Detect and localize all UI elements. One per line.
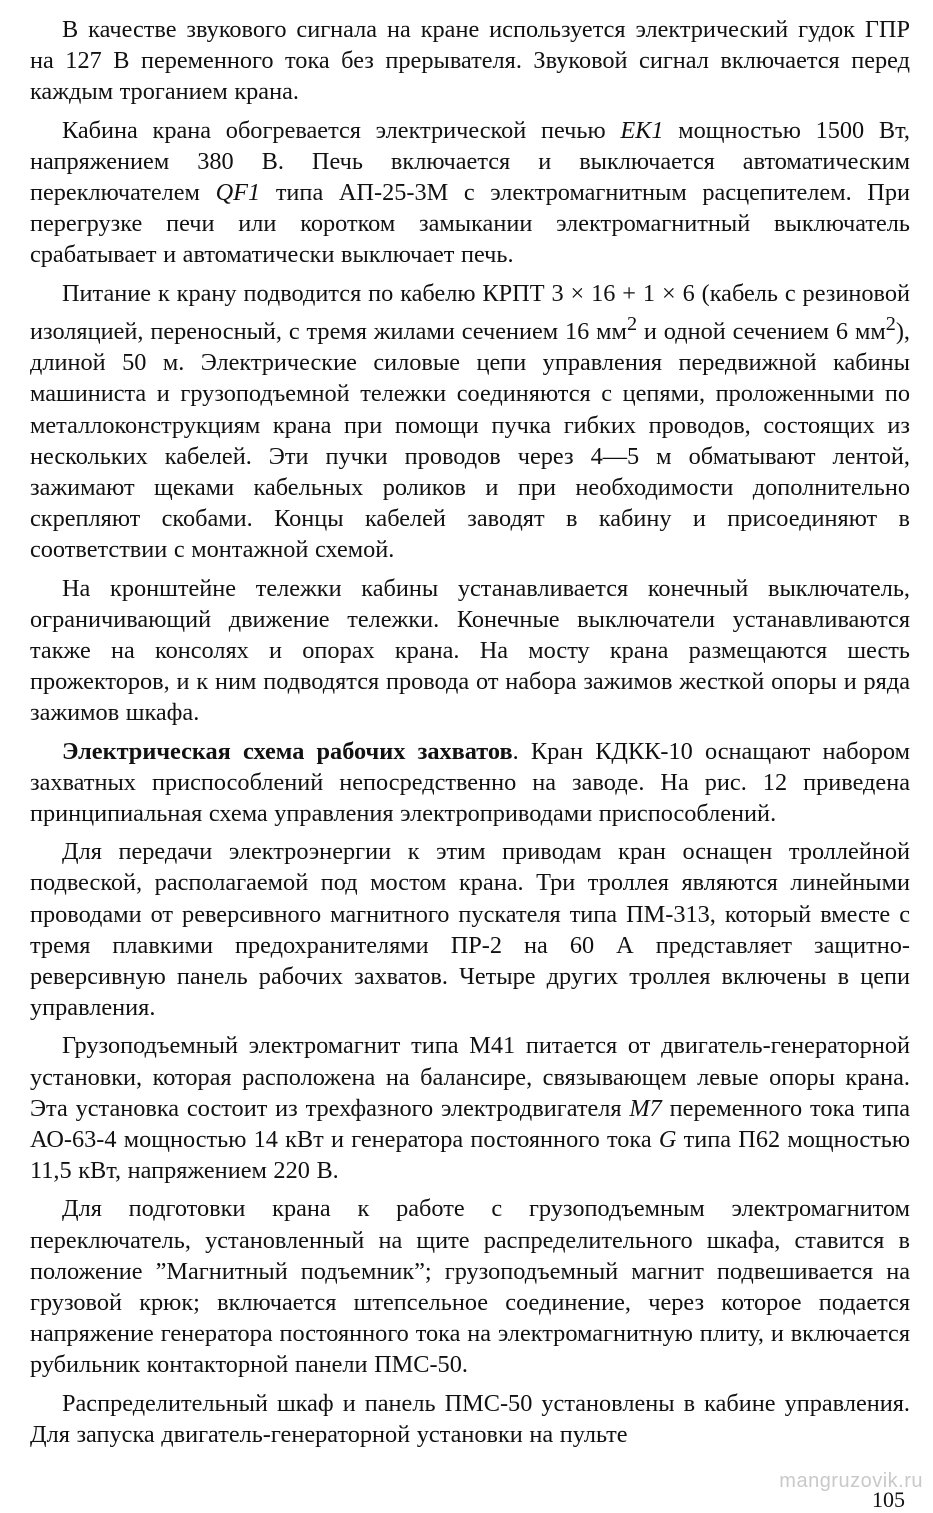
paragraph: [30, 1193, 910, 1380]
paragraph: [30, 836, 910, 1023]
text-run: Для подготовки крана к работе с грузоподъемным электромагнитом переключатель, установленный на щите распределительного шкафа, ставится в положение ”Магнитный подъемник”; грузоподъемный магнит подвешивается на грузовой крюк; включается штепсельное соединение, через которое подается напряжение генератора постоянного тока на электромагнитную плиту, и включается рубильник контакторной панели ПМС-50.: [30, 1195, 910, 1379]
text-run: . Кран КДКК-10 оснащают набором захватных приспособлений непосредственно на заводе. На рис. 12 приведена принципиальная схема управления электроприводами приспособлений.: [30, 737, 910, 827]
text-run: ), длиной 50 м. Электрические силовые цепи управления передвижной кабины машиниста и грузоподъемной тележки соединяются с цепями, проложенными по металлоконструкциям крана при помощи пучка гибких проводов, состоящих из нескольких кабелей. Эти пучки проводов через 4—5 м обматывают лентой, зажимают щеками кабельных роликов и при необходимости дополнительно скрепляют скобами. Концы кабелей заводят в кабину и присоединяют в соответствии с монтажной схемой.: [30, 317, 910, 564]
paragraph: [30, 1388, 910, 1450]
text-run: Грузоподъемный электромагнит типа М41 питается от двигатель-генераторной установки, которая расположена на балансире, связывающем левые опоры крана. Эта установка состоит из трехфазного электродвигателя: [30, 1032, 910, 1122]
text-run: Распределительный шкаф и панель ПМС-50 установлены в кабине управления. Для запуска двигатель-генераторной установки на пульте: [30, 1389, 910, 1448]
text-run: Для передачи электроэнергии к этим приводам кран оснащен троллейной подвеской, располагаемой под мостом крана. Три троллея являются линейными проводами от реверсивного магнитного пускателя типа ПМ-313, который вместе с тремя плавкими предохранителями ПР-2 на 60 А представляет защитно-реверсивную панель рабочих захватов. Четыре других троллея включены в цепи управления.: [30, 838, 910, 1022]
italic-symbol-run: QF1: [215, 179, 261, 207]
superscript-run: 2: [626, 312, 638, 335]
paragraph: [30, 736, 910, 830]
text-run: и одной сечением 6 мм: [637, 317, 886, 345]
text-run: Кабина крана обогревается электрической печью: [62, 116, 621, 144]
paragraph: [30, 1030, 910, 1186]
body-text: [30, 14, 910, 1457]
text-run: В качестве звукового сигнала на кране используется электрический гудок ГПР на 127 В переменного тока без прерывателя. Звуковой сигнал включается перед каждым троганием крана.: [30, 16, 910, 106]
superscript-run: 2: [885, 312, 896, 335]
page-number: 105: [872, 1487, 905, 1512]
watermark: mangruzovik.ru: [779, 1470, 923, 1492]
text-run: На кронштейне тележки кабины устанавливается конечный выключатель, ограничивающий движение тележки. Конечные выключатели устанавливаются также на консолях и опорах крана. На мосту крана размещаются шесть прожекторов, и к ним подводятся провода от набора зажимов жесткой опоры и ряда зажимов шкафа.: [30, 574, 910, 727]
paragraph: [30, 115, 910, 271]
italic-symbol-run: G: [658, 1126, 677, 1153]
text-run: Питание к крану подводится по кабелю КРПТ 3 × 16 + 1 × 6 (кабель с резиновой изоляцией, переносный, с тремя жилами сечением 16 мм: [30, 279, 910, 345]
paragraph: [30, 14, 910, 108]
italic-symbol-run: M7: [629, 1094, 662, 1122]
text-run: типа АП-25-3М с электромагнитным расцепителем. При перегрузке печи или коротком замыкании электромагнитный выключатель срабатывает и автоматически выключает печь.: [30, 179, 911, 269]
text-run: мощностью 1500 Вт, напряжением 380 В. Печь включается и выключается автоматическим переключателем: [30, 116, 910, 207]
italic-symbol-run: EK1: [620, 116, 664, 144]
bold-heading-run: Электрическая схема рабочих захватов: [62, 737, 513, 765]
paragraph: [30, 278, 910, 566]
paragraph: [30, 573, 910, 729]
text-run: переменного тока типа АО-63-4 мощностью 14 кВт и генератора постоянного тока: [30, 1094, 910, 1153]
text-run: типа П62 мощностью 11,5 кВт, напряжением 220 В.: [30, 1126, 910, 1185]
